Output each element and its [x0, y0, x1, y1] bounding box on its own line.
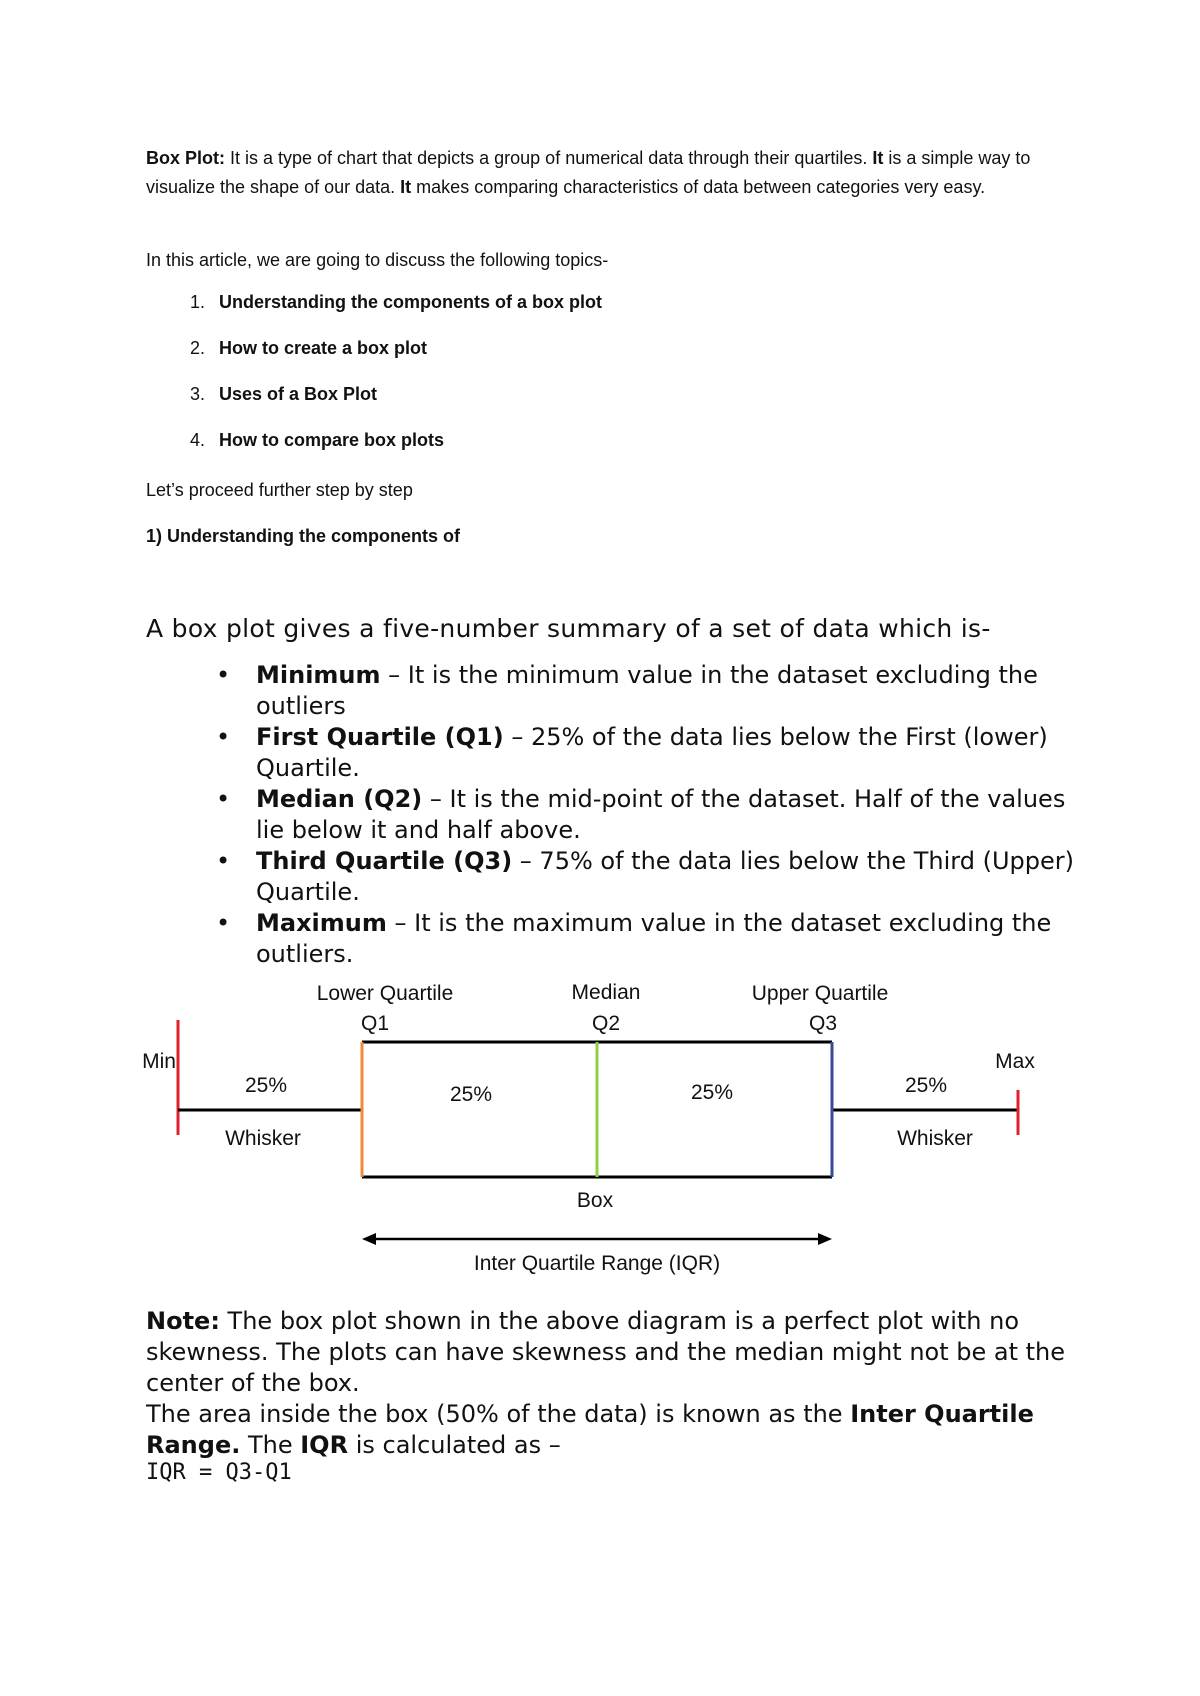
list-label: How to create a box plot — [219, 338, 428, 358]
section-heading: 1) Understanding the components of — [146, 526, 461, 546]
bullet-icon: • — [216, 785, 231, 813]
left-pct-label: 25% — [244, 1074, 288, 1097]
note-lead: Note: — [146, 1307, 220, 1335]
iqr-label: Inter Quartile Range (IQR) — [473, 1252, 721, 1275]
box-right-pct-label: 25% — [690, 1081, 734, 1104]
desc: – It is the mid-point of the dataset. Half of the values lie below it and half above. — [256, 785, 1066, 844]
q2-label: Q2 — [591, 1012, 621, 1035]
note-text-2: The area inside the box (50% of the data) is known as the — [146, 1400, 851, 1428]
q3-label: Q3 — [808, 1012, 838, 1035]
arrow-left-icon — [362, 1233, 376, 1245]
list-item — [146, 908, 1076, 970]
intro-text-2: is a simple way to visualize the shape of our data. — [146, 148, 1031, 197]
list-item — [146, 784, 1076, 846]
arrow-right-icon — [818, 1233, 832, 1245]
note-text-4: is calculated as – — [348, 1431, 561, 1459]
intro-it-1: It — [872, 148, 884, 168]
note-text-1: The box plot shown in the above diagram is a perfect plot with no skewness. The plots can have skewness and the median might not be at the center of the box. — [146, 1307, 1066, 1397]
desc: – 25% of the data lies below the First (lower) Quartile. — [256, 723, 1048, 782]
desc: – It is the minimum value in the dataset excluding the outliers — [256, 661, 1038, 720]
list-number: 2. — [189, 338, 205, 358]
bullet-icon: • — [216, 909, 231, 937]
list-item — [146, 722, 1076, 784]
five-number-list — [146, 660, 1076, 970]
proceed-text: Let’s proceed further step by step — [146, 480, 413, 500]
list-label: Understanding the components of a box plot — [219, 292, 603, 312]
term: Maximum — [256, 909, 387, 937]
note-paragraph — [146, 1306, 1076, 1461]
topics-list — [146, 292, 602, 476]
box-plot-diagram — [140, 975, 1060, 1285]
list-number: 3. — [189, 384, 205, 404]
note-line-2 — [146, 1399, 1076, 1461]
right-whisker-label: Whisker — [897, 1127, 973, 1150]
bullet-icon: • — [216, 723, 231, 751]
bullet-icon: • — [216, 847, 231, 875]
list-item — [146, 338, 602, 384]
box-left-pct-label: 25% — [449, 1083, 493, 1106]
list-label: How to compare box plots — [219, 430, 445, 450]
intro-it-2: It — [400, 177, 412, 197]
list-item — [146, 846, 1076, 908]
term: First Quartile (Q1) — [256, 723, 504, 751]
list-number: 4. — [189, 430, 205, 450]
term: Third Quartile (Q3) — [256, 847, 513, 875]
list-item — [146, 384, 602, 430]
lower-quartile-label: Lower Quartile — [316, 982, 454, 1005]
note-text-3: The — [240, 1431, 301, 1459]
note-iqr-name: Inter Quartile Range. — [146, 1400, 1034, 1459]
list-label: Uses of a Box Plot — [219, 384, 378, 404]
left-whisker-label: Whisker — [225, 1127, 301, 1150]
desc: – 75% of the data lies below the Third (Upper) Quartile. — [256, 847, 1074, 906]
box-label: Box — [576, 1189, 614, 1212]
note-line-1 — [146, 1306, 1076, 1399]
term: Median (Q2) — [256, 785, 423, 813]
max-label: Max — [995, 1050, 1035, 1073]
right-pct-label: 25% — [904, 1074, 948, 1097]
list-number: 1. — [189, 292, 205, 312]
min-label: Min — [142, 1050, 176, 1073]
intro-text-3: makes comparing characteristics of data between categories very easy. — [411, 177, 986, 197]
article-intro: In this article, we are going to discuss the following topics- — [146, 250, 609, 270]
term: Minimum — [256, 661, 381, 689]
intro-text-1: It is a type of chart that depicts a group of numerical data through their quartiles. — [225, 148, 873, 168]
upper-quartile-label: Upper Quartile — [751, 982, 889, 1005]
desc: – It is the maximum value in the dataset excluding the outliers. — [256, 909, 1052, 968]
q1-label: Q1 — [360, 1012, 390, 1035]
note-iqr: IQR — [300, 1431, 349, 1459]
intro-paragraph — [146, 144, 1046, 202]
median-label: Median — [571, 981, 641, 1004]
list-item — [146, 292, 602, 338]
intro-lead: Box Plot: — [146, 148, 225, 168]
list-item — [146, 660, 1076, 722]
iqr-formula: IQR = Q3-Q1 — [146, 1460, 292, 1485]
bullet-icon: • — [216, 661, 231, 689]
list-item — [146, 430, 602, 476]
summary-line: A box plot gives a five-number summary of a set of data which is- — [146, 614, 991, 643]
